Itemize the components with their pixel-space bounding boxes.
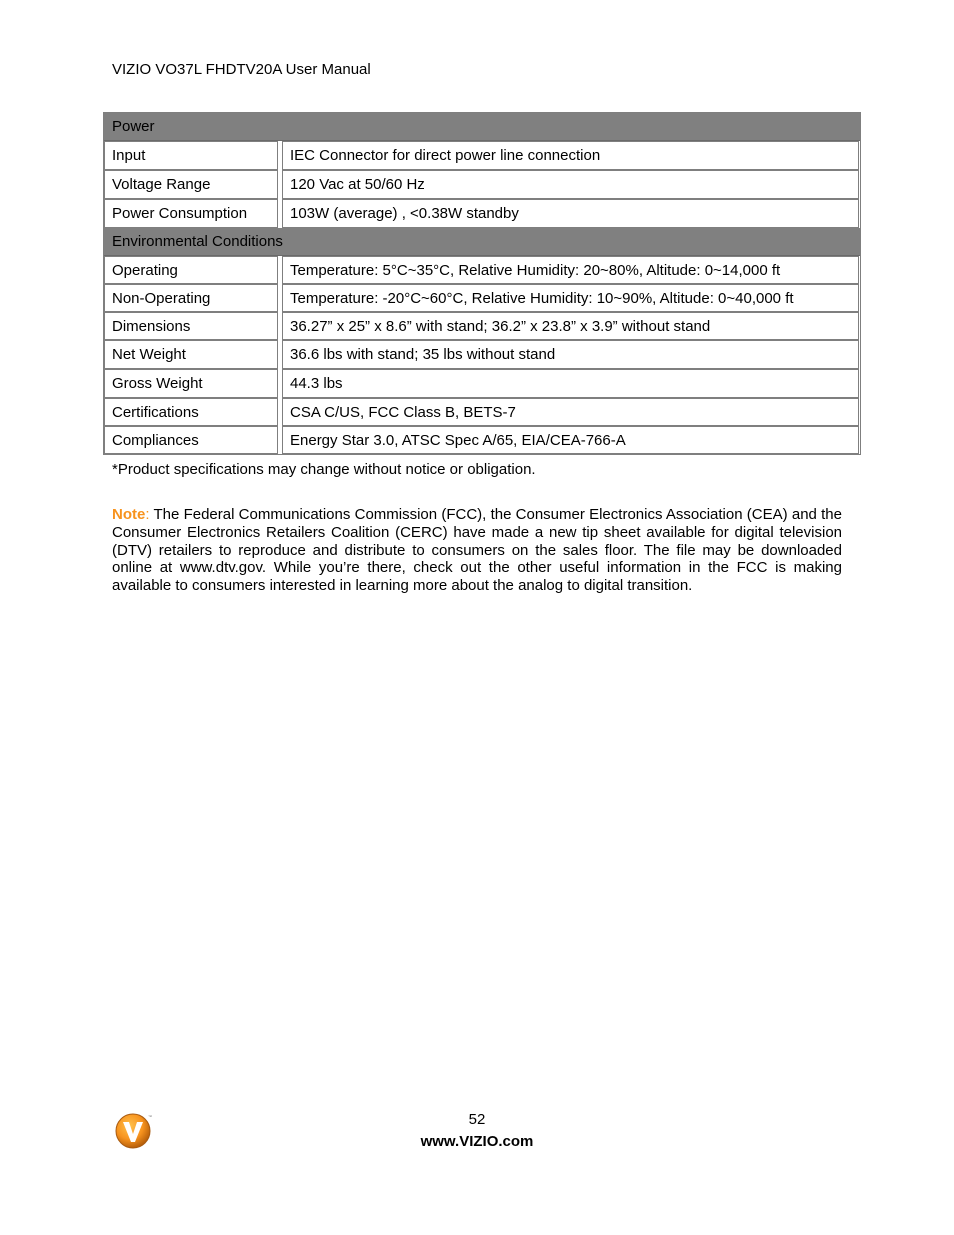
- page-number: 52: [468, 1111, 486, 1128]
- row-value: IEC Connector for direct power line connection: [282, 141, 859, 170]
- table-row: [104, 312, 860, 340]
- svg-text:™: ™: [148, 1114, 152, 1119]
- specification-footnote: *Product specifications may change without notice or obligation.: [112, 461, 536, 478]
- row-label: Net Weight: [104, 340, 278, 369]
- row-value: CSA C/US, FCC Class B, BETS-7: [282, 398, 859, 426]
- row-value: 36.6 lbs with stand; 35 lbs without stand: [282, 340, 859, 369]
- table-row: [104, 340, 860, 369]
- specifications-table: [103, 112, 861, 455]
- row-value: 44.3 lbs: [282, 369, 859, 398]
- section-header-environmental: Environmental Conditions: [104, 228, 860, 256]
- row-label: Operating: [104, 256, 278, 284]
- table-row: [104, 398, 860, 426]
- row-label: Dimensions: [104, 312, 278, 340]
- table-row: [104, 426, 860, 454]
- row-value: Temperature: 5°C~35°C, Relative Humidity: 20~80%, Altitude: 0~14,000 ft: [282, 256, 859, 284]
- row-label: Gross Weight: [104, 369, 278, 398]
- section-header-power: Power: [104, 113, 860, 141]
- row-value: Temperature: -20°C~60°C, Relative Humidity: 10~90%, Altitude: 0~40,000 ft: [282, 284, 859, 312]
- row-label: Compliances: [104, 426, 278, 454]
- note-colon: :: [145, 506, 150, 523]
- row-value: 103W (average) , <0.38W standby: [282, 199, 859, 228]
- footer-website: www.VIZIO.com: [420, 1133, 534, 1150]
- fcc-note-paragraph: [112, 506, 842, 595]
- table-row: [104, 141, 860, 170]
- row-label: Certifications: [104, 398, 278, 426]
- row-label: Voltage Range: [104, 170, 278, 199]
- row-value: Energy Star 3.0, ATSC Spec A/65, EIA/CEA-766-A: [282, 426, 859, 454]
- table-row: [104, 170, 860, 199]
- note-text: The Federal Communications Commission (FCC), the Consumer Electronics Association (CEA) and the Consumer Electronics Retailers Coalition (CERC) have made a new tip sheet available for digital television (DTV) retailers to reproduce and distribute to consumers on the sales floor. The file may be downloaded online at www.dtv.gov. While you’re there, check out the other useful information in the FCC is making available to consumers interested in learning more about the analog to digital transition.: [112, 506, 842, 595]
- row-label: Input: [104, 141, 278, 170]
- row-value: 36.27” x 25” x 8.6” with stand; 36.2” x 23.8” x 3.9” without stand: [282, 312, 859, 340]
- table-row: [104, 369, 860, 398]
- table-row: [104, 199, 860, 228]
- row-value: 120 Vac at 50/60 Hz: [282, 170, 859, 199]
- row-label: Power Consumption: [104, 199, 278, 228]
- table-row: [104, 256, 860, 284]
- table-row: [104, 284, 860, 312]
- note-label: Note: [112, 506, 146, 523]
- row-label: Non-Operating: [104, 284, 278, 312]
- document-title: VIZIO VO37L FHDTV20A User Manual: [112, 61, 371, 78]
